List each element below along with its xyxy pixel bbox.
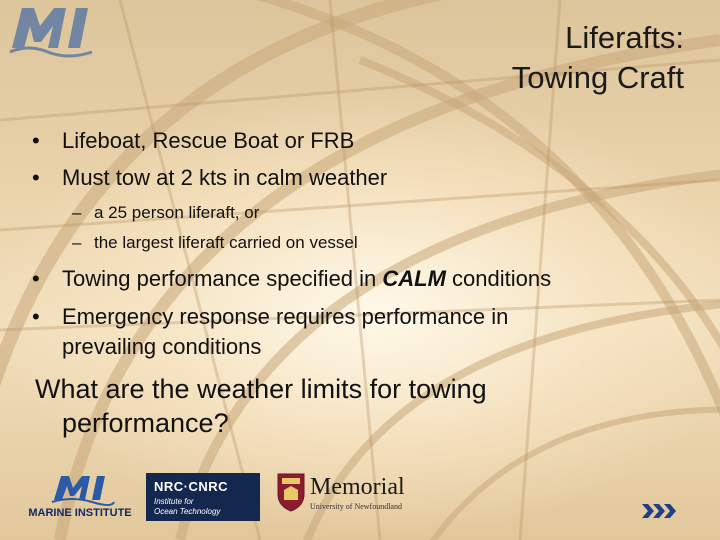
bullet-text: Must tow at 2 kts in calm weather <box>62 165 388 190</box>
bullet-text <box>62 266 551 292</box>
bullet-dot: • <box>32 304 40 329</box>
question-text <box>35 372 635 440</box>
bullet-dot: • <box>32 266 40 291</box>
mi-logo-name: MARINE INSTITUTE <box>28 507 132 519</box>
nrc-mark: NRC·CNRC <box>154 479 229 494</box>
bullet-text-line-2: prevailing conditions <box>62 334 262 359</box>
marine-institute-logo <box>24 470 136 520</box>
memorial-university-logo <box>276 472 424 514</box>
memorial-subtitle: University of Newfoundland <box>310 502 402 511</box>
question-line-2: performance? <box>62 408 229 438</box>
title-line-2: Towing Craft <box>511 60 684 95</box>
memorial-crest-icon <box>276 472 306 512</box>
bullet-dot: • <box>32 128 40 153</box>
sub-bullet-dash: – <box>72 203 82 222</box>
title-line-1: Liferafts: <box>565 20 684 55</box>
nrc-line-2: Ocean Technology <box>154 507 221 516</box>
nrc-cnrc-logo <box>146 473 260 521</box>
sub-bullet-text: a 25 person liferaft, or <box>94 203 260 222</box>
bullet-dot: • <box>32 165 40 190</box>
bullet-text <box>62 304 508 360</box>
marine-institute-logo-top <box>8 2 100 58</box>
nrc-line-1: Institute for <box>154 497 194 506</box>
question-line-1: What are the weather limits for towing <box>35 374 487 404</box>
bullet-text-after: conditions <box>445 266 552 291</box>
bullet-emphasis: CALM <box>382 266 446 291</box>
bullet-text: Lifeboat, Rescue Boat or FRB <box>62 128 355 153</box>
bullet-text-line-1: Emergency response requires performance in <box>62 304 509 329</box>
next-chevrons-icon[interactable] <box>640 500 680 522</box>
bullet-text-before: Towing performance specified in <box>62 266 383 291</box>
memorial-name: Memorial <box>310 474 405 500</box>
sub-bullet-dash: – <box>72 233 82 252</box>
sub-bullet-text: the largest liferaft carried on vessel <box>94 233 358 252</box>
slide-title <box>512 18 684 98</box>
